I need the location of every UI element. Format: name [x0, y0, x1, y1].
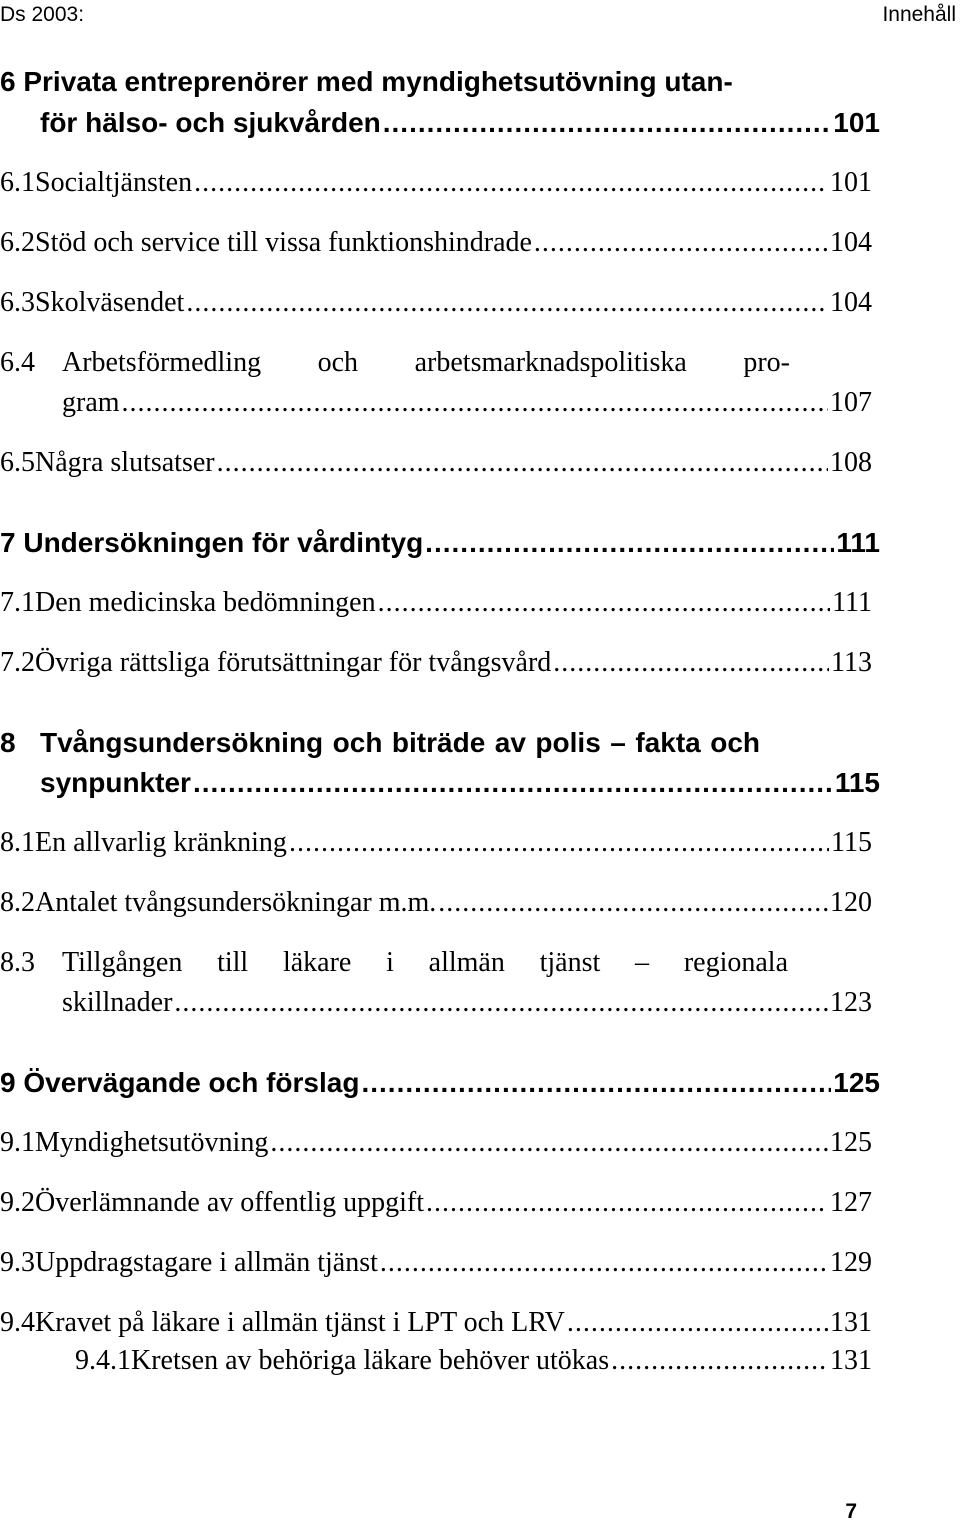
toc-page-number: 101 [833, 107, 880, 138]
toc-section-number: 9.4.1 [75, 1345, 131, 1376]
toc-section-number: 7.2 [0, 647, 35, 678]
toc-leader [174, 983, 828, 1023]
toc-page-number: 104 [830, 287, 872, 318]
toc-subsection-9-4-1 [0, 1341, 872, 1381]
toc-section-title: Uppdragstagare i allmän tjänst [35, 1247, 378, 1278]
toc-section-8-1 [0, 823, 872, 863]
toc-leader [194, 163, 828, 203]
toc-page-number: 115 [831, 827, 872, 858]
toc-chapter-8-title-line1 [0, 723, 760, 763]
toc-section-title: Socialtjänsten [35, 167, 193, 198]
toc-section-6-3 [0, 283, 872, 323]
toc-chapter-title: 9 Övervägande och förslag [0, 1067, 360, 1098]
toc-chapter-8-entry [0, 763, 880, 803]
toc-leader [193, 763, 833, 803]
toc-section-number: 6.2 [0, 227, 35, 258]
toc-section-9-4 [0, 1303, 872, 1343]
toc-chapter-title-line2: synpunkter [40, 767, 191, 798]
toc-page-number: 129 [830, 1247, 872, 1278]
toc-section-title: Några slutsatser [35, 447, 215, 478]
toc-section-8-2 [0, 883, 872, 923]
toc-section-title-line2: skillnader [62, 987, 173, 1018]
toc-page-number: 107 [830, 387, 872, 418]
toc-section-number: 8.3 [0, 947, 35, 978]
toc-page-number: 131 [830, 1307, 872, 1338]
toc-chapter-6-entry [0, 103, 880, 143]
toc-section-8-3-line2 [0, 983, 872, 1023]
toc-section-number: 6.4 [0, 347, 35, 378]
toc-section-7-1 [0, 583, 872, 623]
toc-leader [380, 1243, 828, 1283]
toc-leader [122, 383, 828, 423]
toc-leader [289, 823, 829, 863]
toc-section-title: Övriga rättsliga förutsättningar för tvångsvård [35, 647, 552, 678]
toc-page-number: 101 [830, 167, 872, 198]
toc-section-number: 9.3 [0, 1247, 35, 1278]
toc-section-title-line1: Arbetsförmedling och arbetsmarknadspolitiska pro- [62, 347, 790, 378]
toc-section-title: Den medicinska bedömningen [35, 587, 376, 618]
toc-page-number: 115 [834, 767, 880, 798]
toc-page-number: 108 [830, 447, 872, 478]
toc-section-number: 9.1 [0, 1127, 35, 1158]
toc-section-9-2 [0, 1183, 872, 1223]
toc-section-6-4-line2 [0, 383, 872, 423]
toc-chapter-6-title-line2: för hälso- och sjukvården [40, 107, 381, 138]
toc-chapter-9-entry [0, 1063, 880, 1103]
toc-leader [611, 1341, 828, 1381]
toc-section-8-3-line1 [0, 943, 788, 983]
toc-chapter-title-line1: Tvångsundersökning och biträde av polis – fakta och [40, 727, 760, 758]
toc-page-number: 131 [830, 1345, 872, 1376]
toc-chapter-title: 7 Undersökningen för vårdintyg [0, 527, 424, 558]
toc-section-9-1 [0, 1123, 872, 1163]
toc-chapter-6-title-line1: 6 Privata entreprenörer med myndighetsutövning utan- [0, 66, 733, 97]
toc-section-title: Kravet på läkare i allmän tjänst i LPT och LRV [35, 1307, 565, 1338]
toc-section-number: 8.1 [0, 827, 35, 858]
toc-section-title: Skolväsendet [35, 287, 185, 318]
toc-section-number: 6.3 [0, 287, 35, 318]
toc-section-title: Stöd och service till vissa funktionshindrade [35, 227, 532, 258]
toc-section-title: Kretsen av behöriga läkare behöver utökas [131, 1345, 610, 1376]
toc-leader [383, 103, 832, 143]
toc-section-6-1 [0, 163, 872, 203]
toc-leader [426, 1183, 828, 1223]
toc-page-number: 113 [831, 647, 872, 678]
toc-section-6-5 [0, 443, 872, 483]
running-header-right: Innehåll [882, 3, 956, 26]
toc-page-number: 125 [833, 1067, 880, 1098]
toc-section-number: 9.2 [0, 1187, 35, 1218]
toc-page-number: 123 [830, 987, 872, 1018]
toc-section-number: 9.4 [0, 1307, 35, 1338]
toc-section-number: 6.1 [0, 167, 35, 198]
toc-leader [361, 1063, 831, 1103]
toc-section-title-line2: gram [62, 387, 120, 418]
toc-leader [217, 443, 828, 483]
toc-section-title: Myndighetsutövning [35, 1127, 269, 1158]
toc-section-title: Antalet tvångsundersökningar m.m. [35, 887, 437, 918]
toc-section-title-line1: Tillgången till läkare i allmän tjänst – regionala [62, 947, 788, 978]
page-number: 7 [845, 1500, 857, 1523]
toc-section-title: En allvarlig kränkning [35, 827, 287, 858]
toc-section-7-2 [0, 643, 872, 683]
toc-leader [534, 223, 828, 263]
toc-section-number: 8.2 [0, 887, 35, 918]
toc-chapter-number: 8 [0, 727, 16, 758]
toc-page-number: 111 [836, 527, 880, 558]
toc-leader [553, 643, 829, 683]
toc-leader [186, 283, 828, 323]
toc-section-6-4-line1 [0, 343, 790, 383]
toc-page-number: 125 [830, 1127, 872, 1158]
toc-page-number: 104 [830, 227, 872, 258]
toc-section-title: Överlämnande av offentlig uppgift [35, 1187, 425, 1218]
toc-page-number: 127 [830, 1187, 872, 1218]
running-header-left: Ds 2003: [0, 3, 85, 26]
toc-leader [425, 523, 834, 563]
toc-leader [438, 883, 828, 923]
toc-leader [567, 1303, 828, 1343]
toc-leader [378, 583, 830, 623]
toc-section-number: 6.5 [0, 447, 35, 478]
toc-page-number: 120 [830, 887, 872, 918]
toc-section-9-3 [0, 1243, 872, 1283]
toc-section-number: 7.1 [0, 587, 35, 618]
toc-page-number: 111 [832, 587, 872, 618]
toc-leader [270, 1123, 828, 1163]
toc-chapter-7-entry [0, 523, 880, 563]
toc-section-6-2 [0, 223, 872, 263]
